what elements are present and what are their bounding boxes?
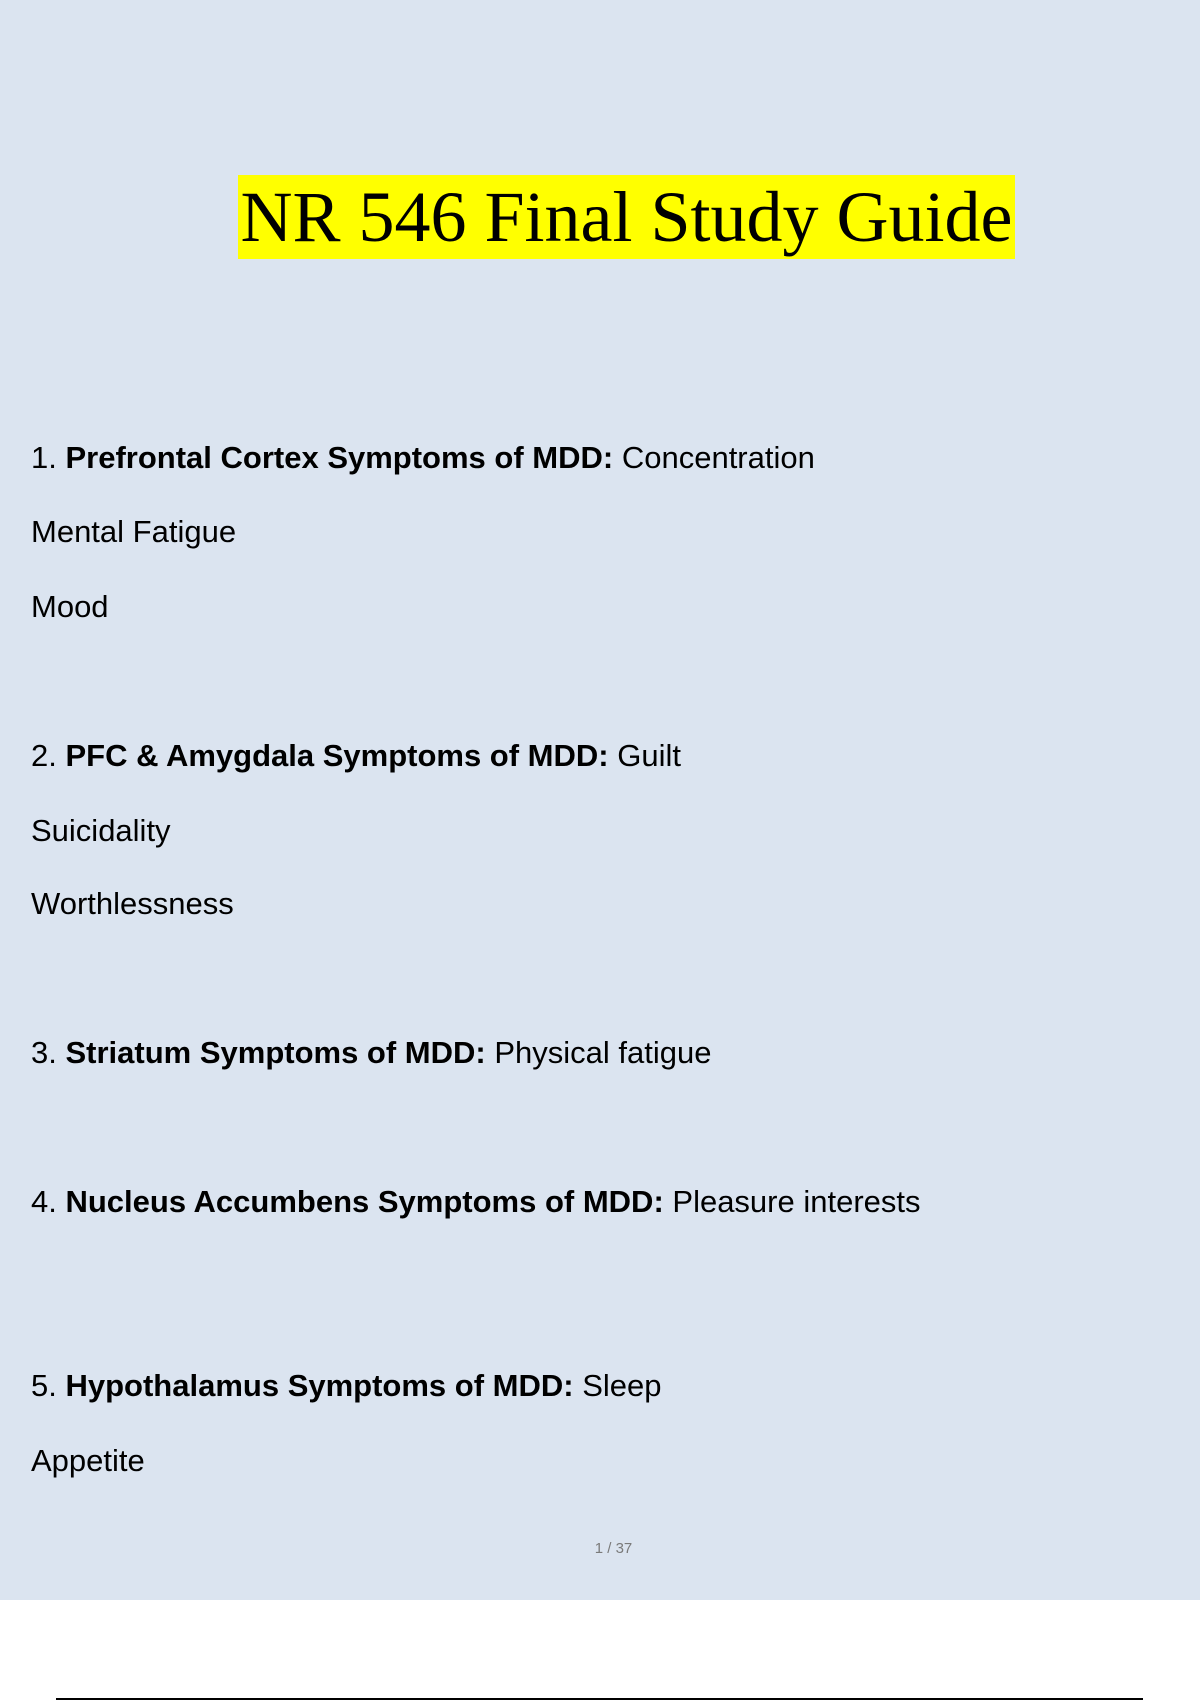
- list-item-5: [31, 1366, 662, 1406]
- list-item-1: [31, 438, 815, 478]
- item-number: 1.: [31, 440, 57, 475]
- item-number: 2.: [31, 738, 57, 773]
- item-number: 4.: [31, 1184, 57, 1219]
- item-term: Prefrontal Cortex Symptoms of MDD:: [65, 440, 614, 475]
- item-term: Nucleus Accumbens Symptoms of MDD:: [65, 1184, 664, 1219]
- list-item-3: [31, 1033, 711, 1073]
- list-item-2: [31, 736, 681, 776]
- item-number: 3.: [31, 1035, 57, 1070]
- item-answer: Guilt: [617, 738, 681, 773]
- item-extra-line: Mental Fatigue: [31, 514, 237, 549]
- item-extra-line: Mood: [31, 589, 109, 624]
- item-term: Striatum Symptoms of MDD:: [65, 1035, 486, 1070]
- document-title: NR 546 Final Study Guide: [240, 177, 1013, 257]
- item-answer: Concentration: [621, 440, 815, 475]
- item-extra-line: Suicidality: [31, 813, 171, 848]
- list-item-4: [31, 1182, 921, 1222]
- title-container: [0, 175, 1200, 259]
- item-number: 5.: [31, 1368, 57, 1403]
- item-answer: Sleep: [582, 1368, 662, 1403]
- item-answer: Pleasure interests: [672, 1184, 921, 1219]
- page-indicator: 1 / 37: [594, 1540, 633, 1557]
- item-extra-line: Appetite: [31, 1443, 145, 1478]
- item-answer: Physical fatigue: [494, 1035, 712, 1070]
- item-extra-line: Worthlessness: [31, 886, 234, 921]
- item-term: Hypothalamus Symptoms of MDD:: [65, 1368, 574, 1403]
- item-term: PFC & Amygdala Symptoms of MDD:: [65, 738, 609, 773]
